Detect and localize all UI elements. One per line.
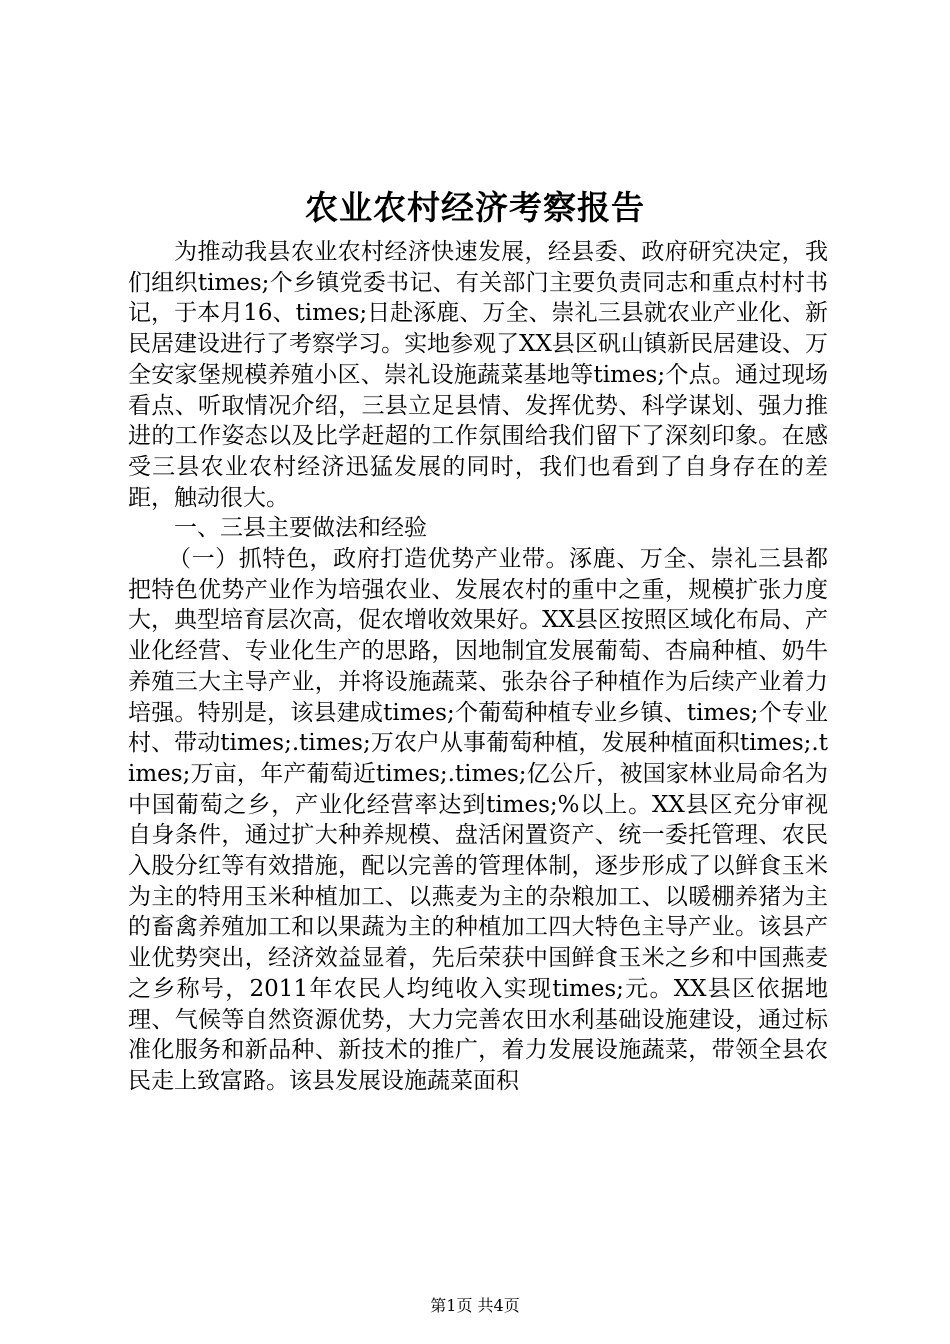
document-title: 农业农村经济考察报告	[305, 188, 645, 227]
subsection-paragraph: （一）抓特色，政府打造优势产业带。涿鹿、万全、崇礼三县都把特色优势产业作为培强农业、发展农村的重中之重，规模扩张力度大，典型培育层次高，促农增收效果好。XX县区按照区域化布局、产业化经营、专业化生产的思路，因地制宜发展葡萄、杏扁种植、奶牛养殖三大主导产业，并将设施蔬菜、张杂谷子种植作为后续产业着力培强。特别是，该县建成times;个葡萄种植专业乡镇、times;个专业村、带动times;.times;万农户从事葡萄种植，发展种植面积times;.times;万亩，年产葡萄近times;.times;亿公斤，被国家林业局命名为中国葡萄之乡，产业化经营率达到times;%以上。XX县区充分审视自身条件，通过扩大种养规模、盘活闲置资产、统一委托管理、农民入股分红等有效措施，配以完善的管理体制，逐步形成了以鲜食玉米为主的特用玉米种植加工、以燕麦为主的杂粮加工、以暖棚养猪为主的畜禽养殖加工和以果蔬为主的种植加工四大特色主导产业。该县产业优势突出，经济效益显着，先后荣获中国鲜食玉米之乡和中国燕麦之乡称号，2011年农民人均纯收入实现times;元。XX县区依据地理、气候等自然资源优势，大力完善农田水利基础设施建设，通过标准化服务和新品种、新技术的推广，着力发展设施蔬菜，带领全县农民走上致富路。该县发展设施蔬菜面积	[128, 546, 828, 1094]
document-body	[128, 237, 828, 1097]
page-footer: 第1页 共4页	[430, 1296, 520, 1315]
section-heading: 一、三县主要做法和经验	[174, 515, 427, 542]
intro-paragraph: 为推动我县农业农村经济快速发展，经县委、政府研究决定，我们组织times;个乡镇党委书记、有关部门主要负责同志和重点村村书记，于本月16、times;日赴涿鹿、万全、崇礼三县就农业产业化、新民居建设进行了考察学习。实地参观了XX县区矾山镇新民居建设、万全安家堡规模养殖小区、崇礼设施蔬菜基地等times;个点。通过现场看点、听取情况介绍，三县立足县情、发挥优势、科学谋划、强力推进的工作姿态以及比学赶超的工作氛围给我们留下了深刻印象。在感受三县农业农村经济迅猛发展的同时，我们也看到了自身存在的差距，触动很大。	[128, 239, 828, 511]
